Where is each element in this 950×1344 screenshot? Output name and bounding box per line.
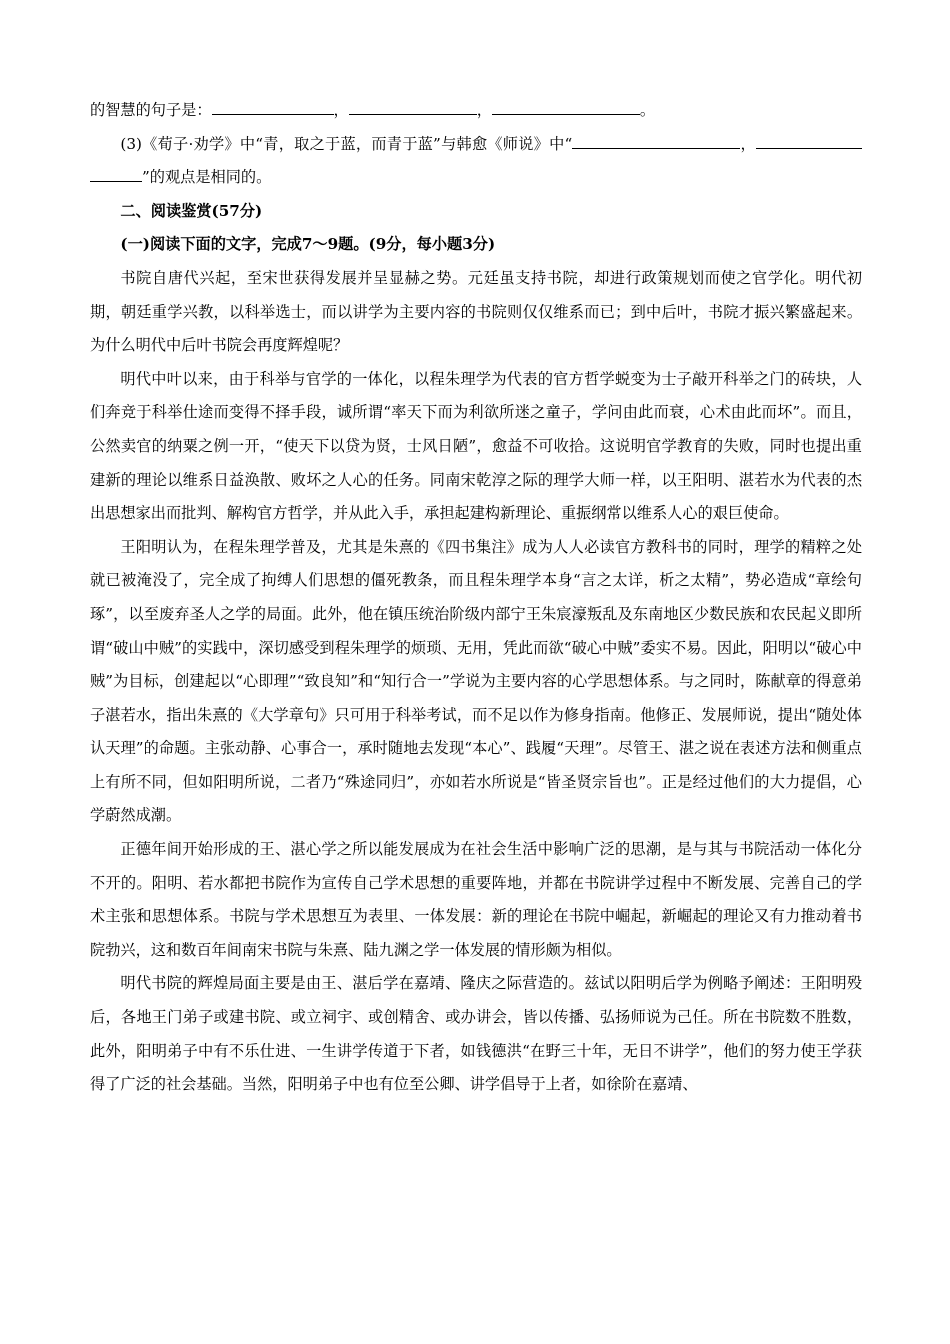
separator: 。 — [639, 101, 656, 119]
question-text: (3)《荀子·劝学》中“青，取之于蓝，而青于蓝”与韩愈《师说》中“ — [120, 134, 573, 153]
paragraph-1: 书院自唐代兴起，至宋世获得发展并呈显赫之势。元廷虽支持书院，却进行政策规划而使之官学化。明代初期，朝廷重学兴教，以科举选士，而以讲学为主要内容的书院则仅仅维系而已；到中后叶，书院才振兴繁盛起来。为什么明代中后叶书院会再度辉煌呢？ — [90, 268, 862, 355]
question-text: ”的观点是相同的。 — [142, 168, 272, 187]
answer-blank-5[interactable] — [756, 132, 862, 149]
question-3-item — [90, 128, 862, 195]
question-text: 的智慧的句子是： — [90, 101, 212, 119]
answer-blank-4[interactable] — [572, 132, 740, 149]
answer-blank-1[interactable] — [212, 98, 334, 115]
section-title: 二、阅读鉴赏(57分) — [120, 201, 263, 220]
answer-blank-3[interactable] — [492, 98, 640, 115]
paragraph-2: 明代中叶以来，由于科举与官学的一体化，以程朱理学为代表的官方哲学蜕变为士子敲开科举之门的砖块，人们奔竞于科举仕途而变得不择手段，诚所谓“率天下而为利欲所迷之童子，学问由此而衰，心术由此而坏”。而且，公然卖官的纳粟之例一开，“使天下以贷为贤，士风日陋”，愈益不可收拾。这说明官学教育的失败，同时也提出重建新的理论以维系日益涣散、败坏之人心的任务。同南宋乾淳之际的理学大师一样，以王阳明、湛若水为代表的杰出思想家出而批判、解构官方哲学，并从此入手，承担起建构新理论、重振纲常以维系人心的艰巨使命。 — [90, 369, 862, 523]
answer-blank-2[interactable] — [349, 98, 477, 115]
question-3-continued — [90, 94, 862, 128]
paragraph-4: 正德年间开始形成的王、湛心学之所以能发展成为在社会生活中影响广泛的思潮，是与其与书院活动一体化分不开的。阳明、若水都把书院作为宣传自己学术思想的重要阵地，并都在书院讲学过程中不断发展、完善自己的学术主张和思想体系。书院与学术思想互为表里、一体发展：新的理论在书院中崛起，新崛起的理论又有力推动着书院勃兴，这和数百年间南宋书院与朱熹、陆九渊之学一体发展的情形颇为相似。 — [90, 840, 862, 959]
subsection-title: (一)阅读下面的文字，完成7～9题。(9分，每小题3分) — [120, 235, 496, 254]
separator: ， — [740, 134, 756, 153]
separator: ， — [476, 101, 492, 119]
answer-blank-5-continued[interactable] — [90, 165, 142, 182]
separator: ， — [333, 101, 349, 119]
paragraph-5: 明代书院的辉煌局面主要是由王、湛后学在嘉靖、隆庆之际营造的。兹试以阳明后学为例略予阐述：王阳明殁后，各地王门弟子或建书院、或立祠宇、或创精舍、或办讲会，皆以传播、弘扬师说为己任。所在书院数不胜数，此外，阳明弟子中有不乐仕进、一生讲学传道于下者，如钱德洪“在野三十年，无日不讲学”，他们的努力使王学获得了广泛的社会基础。当然，阳明弟子中也有位至公卿、讲学倡导于上者，如徐阶在嘉靖、 — [90, 974, 862, 1094]
paragraph-3: 王阳明认为，在程朱理学普及，尤其是朱熹的《四书集注》成为人人必读官方教科书的同时，理学的精粹之处就已被淹没了，完全成了拘缚人们思想的僵死教条，而且程朱理学本身“言之太详，析之太精”，势必造成“章绘句琢”，以至废弃圣人之学的局面。此外，他在镇压统治阶级内部宁王朱宸濠叛乱及东南地区少数民族和农民起义即所谓“破山中贼”的实践中，深切感受到程朱理学的烦琐、无用，凭此而欲“破心中贼”委实不易。因此，阳明以“破心中贼”为目标，创建起以“心即理”“致良知”和“知行合一”学说为主要内容的心学思想体系。与之同时，陈献章的得意弟子湛若水，指出朱熹的《大学章句》只可用于科举考试，而不足以作为修身指南。他修正、发展师说，提出“随处体认天理”的命题。主张动静、心事合一，承时随地去发现“本心”、践履“天理”。尽管王、湛之说在表述方法和侧重点上有所不同，但如阳明所说，二者乃“殊途同归”，亦如若水所说是“皆圣贤宗旨也”。正是经过他们的大力提倡，心学蔚然成潮。 — [90, 537, 862, 825]
document-page — [90, 94, 862, 1102]
